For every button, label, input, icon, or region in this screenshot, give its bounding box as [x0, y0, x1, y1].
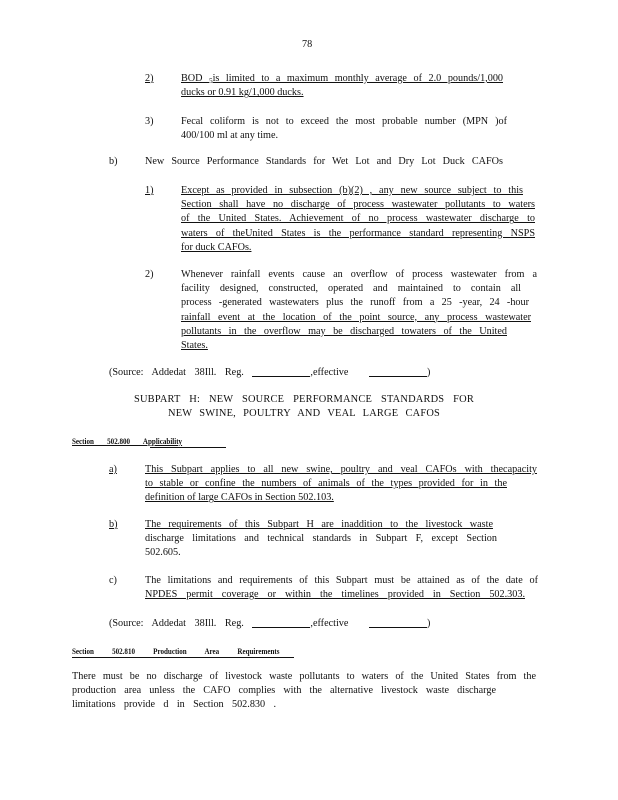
source-note-1-close: )	[426, 367, 431, 378]
register-blank	[252, 365, 310, 377]
item-c-line: NPDES permit coverage or within the timelines provided in Section 502.303.	[145, 589, 525, 601]
item-a-number: a)	[109, 464, 117, 475]
page-number: 78	[302, 39, 313, 50]
effective-date-blank	[369, 616, 427, 628]
item-a-line: This Subpart applies to all new swine, poultry and veal CAFOs with thecapacity	[145, 464, 537, 475]
b2-line: Whenever rainfall events cause an overflow of process wastewater from a	[181, 269, 537, 280]
b2-line: facility designed, constructed, operated and maintained to contain all	[181, 283, 521, 295]
effective-date-blank	[369, 365, 427, 377]
subpart-title-line-2-text: NEW SWINE, POULTRY AND VEAL LARGE CAFOS	[168, 408, 440, 419]
item-2-text	[181, 72, 503, 100]
b1-line: of the United States. Achievement of no process wastewater discharge to	[181, 213, 535, 225]
production-area-paragraph	[72, 670, 536, 713]
item-b-line: The requirements of this Subpart H are inaddition to the livestock waste	[145, 519, 493, 530]
item-2-number: 2)	[145, 73, 154, 84]
item-3-text	[181, 115, 507, 143]
subpart-title-line-2	[168, 406, 440, 421]
item-a-text	[145, 463, 537, 506]
item-a-line: to stable or confine the numbers of animals of the types provided for in the	[145, 478, 507, 490]
subsection-b-heading	[145, 155, 503, 169]
section-heading-rule	[150, 447, 226, 448]
item-3-number: 3)	[145, 116, 154, 127]
section-heading-rule	[72, 657, 294, 658]
b1-line: Section shall have no discharge of process wastewater pollutants to waters	[181, 199, 535, 211]
b1-line: for duck CAFOs.	[181, 241, 252, 253]
source-note-2-close: )	[426, 618, 431, 629]
b2-line: States.	[181, 339, 208, 351]
item-c-number: c)	[109, 575, 117, 586]
b2-number: 2)	[145, 269, 154, 280]
paragraph-line: limitations provide d in Section 502.830 .	[72, 699, 276, 711]
register-blank	[252, 616, 310, 628]
b1-line: Except as provided in subsection (b)(2) , any new source subject to this	[181, 185, 523, 196]
b2-text	[181, 268, 537, 353]
subsection-b-heading-text: New Source Performance Standards for Wet Lot and Dry Lot Duck CAFOs	[145, 156, 503, 167]
item-2-line-2: ducks or 0.91 kg/1,000 ducks.	[181, 87, 304, 99]
item-c-text	[145, 574, 538, 602]
source-note-2	[109, 616, 430, 631]
item-2-line-1: BOD $_5$is limited to a maximum monthly average of 2.0 pounds/1,000	[181, 73, 503, 85]
subpart-title-line-1	[134, 392, 474, 407]
b1-line: waters of theUnited States is the performance standard representing NSPS	[181, 227, 535, 239]
item-b-line: discharge limitations and technical standards in Subpart F, except Section	[145, 533, 497, 545]
subsection-b-label: b)	[109, 156, 118, 167]
item-b-text	[145, 518, 497, 561]
section-502-800-heading: Section 502.800 Applicability	[72, 436, 183, 446]
item-a-line: definition of large CAFOs in Section 502.103.	[145, 492, 334, 504]
b2-line: pollutants in the overflow may be discharged towaters of the United	[181, 325, 507, 337]
subpart-title-line-1-text: SUBPART H: NEW SOURCE PERFORMANCE STANDARDS FOR	[134, 394, 474, 405]
paragraph-line: There must be no discharge of livestock waste pollutants to waters of the United States from the	[72, 671, 536, 682]
item-3-line-1: Fecal coliform is not to exceed the most probable number (MPN )of	[181, 116, 507, 127]
b1-text	[181, 184, 535, 255]
source-note-2-effective: ,effective	[310, 618, 349, 629]
section-502-810-heading: Section 502.810 Production Area Requirements	[72, 646, 280, 656]
source-note-1	[109, 365, 430, 380]
b2-line: process -generated wastewaters plus the runoff from a 25 -year, 24 -hour	[181, 297, 529, 309]
source-note-1-prefix: (Source: Addedat 38Ill. Reg.	[109, 367, 244, 378]
item-c-line: The limitations and requirements of this Subpart must be attained as of the date of	[145, 575, 538, 586]
b1-number: 1)	[145, 185, 154, 196]
b2-line: rainfall event at the location of the point source, any process wastewater	[181, 311, 531, 323]
item-b-number: b)	[109, 519, 118, 530]
source-note-2-prefix: (Source: Addedat 38Ill. Reg.	[109, 618, 244, 629]
paragraph-line: production area unless the CAFO complies with the alternative livestock waste discharge	[72, 685, 496, 697]
item-b-line: 502.605.	[145, 547, 181, 559]
source-note-1-effective: ,effective	[310, 367, 349, 378]
item-3-line-2: 400/100 ml at any time.	[181, 130, 279, 142]
